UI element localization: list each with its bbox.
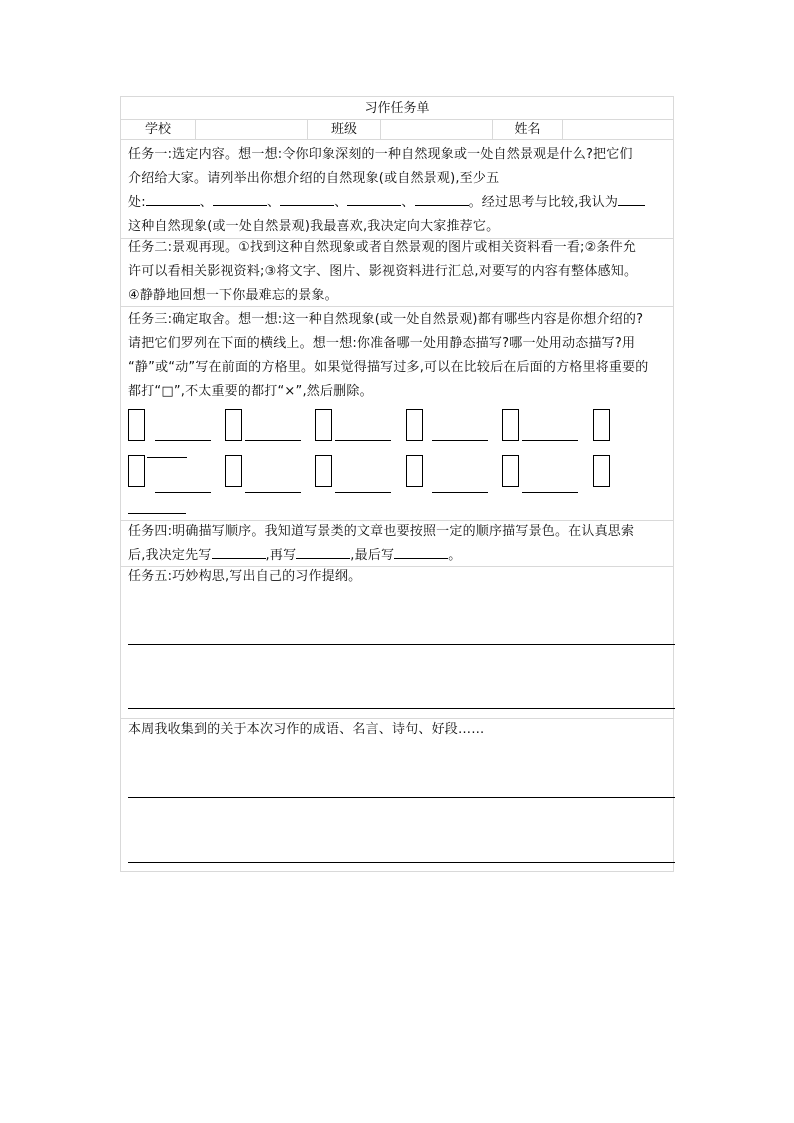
task3-text — [128, 308, 669, 404]
task3-line[interactable] — [155, 440, 211, 441]
school-field[interactable] — [196, 120, 308, 139]
task4-end: 。 — [448, 548, 462, 563]
task2-section — [121, 239, 673, 307]
task3-box[interactable] — [502, 455, 519, 487]
task4-section — [121, 521, 673, 567]
task4-text — [128, 520, 669, 568]
task1-blank-3[interactable] — [280, 191, 334, 206]
task3-box[interactable] — [593, 409, 610, 441]
task1-blank-2[interactable] — [213, 191, 267, 206]
task3-box[interactable] — [128, 455, 145, 487]
task3-box[interactable] — [315, 409, 332, 441]
task1-line2: 介绍给大家。请列举出你想介绍的自然现象(或自然景观),至少五 — [128, 171, 500, 186]
task3-line[interactable] — [335, 492, 391, 493]
class-label: 班级 — [308, 120, 381, 139]
task1-line1: 任务一:选定内容。想一想:令你印象深刻的一种自然现象或一处自然景观是什么?把它们 — [128, 147, 633, 162]
task4-then-blank[interactable] — [296, 544, 350, 559]
outline-line-1[interactable] — [128, 644, 675, 645]
task1-sep: 、 — [199, 195, 213, 210]
task3-line[interactable] — [245, 440, 301, 441]
task1-line4: 这种自然现象(或一处自然景观)我最喜欢,我决定向大家推荐它。 — [128, 219, 500, 234]
task1-sep: 、 — [401, 195, 415, 210]
task1-blank-5[interactable] — [415, 191, 469, 206]
task2-line3: ④静静地回想一下你最难忘的景象。 — [128, 288, 338, 303]
task-sheet — [120, 96, 674, 872]
task4-line1: 任务四:明确描写顺序。我知道写景类的文章也要按照一定的顺序描写景色。在认真思索 — [128, 524, 635, 539]
task3-line3: “静”或“动”写在前面的方格里。如果觉得描写过多,可以在比较后在后面的方格里将重要的 — [128, 360, 649, 375]
task3-box[interactable] — [315, 455, 332, 487]
task3-section — [121, 307, 673, 521]
task3-line2: 请把它们罗列在下面的横线上。想一想:你准备哪一处用静态描写?哪一处用动态描写?用 — [128, 336, 636, 351]
task3-line[interactable] — [128, 513, 186, 514]
task1-blank-1[interactable] — [146, 191, 200, 206]
task4-first-label: 后,我决定先写 — [128, 548, 212, 563]
task3-line[interactable] — [432, 440, 488, 441]
collect-text: 本周我收集到的关于本次习作的成语、名言、诗句、好段…… — [128, 722, 485, 737]
task2-line1: 任务二:景观再现。①找到这种自然现象或者自然景观的图片或相关资料看一看;②条件允 — [128, 240, 637, 255]
task3-box[interactable] — [406, 455, 423, 487]
task3-box[interactable] — [406, 409, 423, 441]
task5-text: 任务五:巧妙构思,写出自己的习作提纲。 — [128, 569, 362, 584]
task2-line2: 许可以看相关影视资料;③将文字、图片、影视资料进行汇总,对要写的内容有整体感知。 — [128, 264, 638, 279]
task3-line1: 任务三:确定取舍。想一想:这一种自然现象(或一处自然景观)都有哪些内容是你想介绍的? — [128, 312, 644, 327]
info-row — [121, 120, 673, 140]
task3-line4: 都打“□”,不太重要的都打“×”,然后删除。 — [128, 384, 373, 399]
collect-section — [121, 719, 673, 872]
task1-sep: 、 — [266, 195, 281, 210]
task3-box[interactable] — [225, 409, 242, 441]
class-field[interactable] — [381, 120, 493, 139]
task3-line[interactable] — [522, 492, 578, 493]
task1-line3 — [128, 191, 669, 215]
task3-line[interactable] — [155, 492, 211, 493]
name-label: 姓名 — [493, 120, 563, 139]
outline-line-2[interactable] — [128, 708, 675, 709]
task3-line[interactable] — [522, 440, 578, 441]
task1-choice-blank[interactable] — [618, 191, 645, 206]
task1-prefix: 处: — [128, 195, 146, 210]
task3-box[interactable] — [128, 409, 145, 441]
task1-section — [121, 140, 673, 239]
collect-line-2[interactable] — [128, 862, 675, 863]
name-field[interactable] — [563, 120, 673, 139]
task3-line[interactable] — [335, 440, 391, 441]
task3-line[interactable] — [432, 492, 488, 493]
task4-last-blank[interactable] — [394, 544, 448, 559]
task3-line[interactable] — [245, 492, 301, 493]
task1-text — [128, 143, 669, 239]
task3-line — [147, 457, 187, 458]
task5-section — [121, 567, 673, 719]
task1-blank-4[interactable] — [347, 191, 401, 206]
task1-sep: 、 — [334, 195, 348, 210]
task3-box[interactable] — [225, 455, 242, 487]
task2-text — [128, 236, 669, 308]
school-label: 学校 — [121, 120, 196, 139]
task1-end: 。经过思考与比较,我认为 — [468, 195, 619, 210]
collect-line-1[interactable] — [128, 797, 675, 798]
task3-box[interactable] — [593, 455, 610, 487]
task4-first-blank[interactable] — [212, 544, 266, 559]
task3-box[interactable] — [502, 409, 519, 441]
task4-last-label: ,最后写 — [350, 548, 395, 563]
sheet-title: 习作任务单 — [121, 97, 673, 120]
task4-then-label: ,再写 — [265, 548, 297, 563]
